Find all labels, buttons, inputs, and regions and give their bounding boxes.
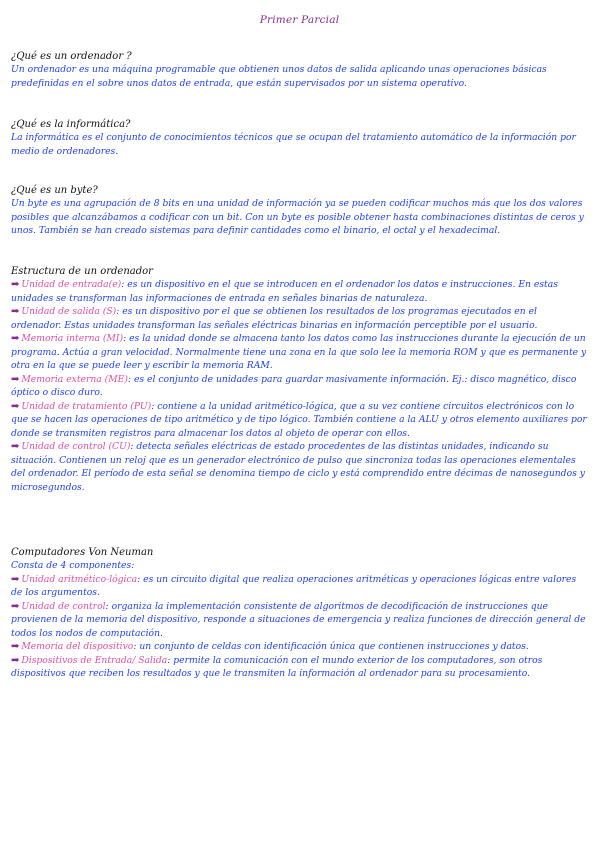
term: Memoria externa (ME) bbox=[21, 373, 128, 385]
arrow-right-icon: ➡ bbox=[11, 306, 20, 317]
term: Memoria del dispositivo bbox=[21, 641, 134, 652]
section-heading: Estructura de un ordenador bbox=[11, 266, 153, 277]
definition: : es la unidad donde se almacena tanto los datos como las instrucciones durante la ejecución de un programa. Actúa a gran velocidad. Normalmente tiene una zona en la que solo lee la memoria ROM y que es permanente y otra en la que se puede leer y escribir la memoria RAM. bbox=[11, 333, 587, 371]
arrow-right-icon: ➡ bbox=[11, 333, 20, 344]
section-heading: ¿Qué es un byte? bbox=[11, 185, 98, 196]
term: Memoria interna (MI) bbox=[21, 333, 124, 344]
section-estructura-ordenador bbox=[11, 265, 589, 494]
section-von-neuman bbox=[11, 546, 589, 681]
term: Unidad de control bbox=[21, 600, 106, 612]
definition: : detecta señales eléctricas de estado procedentes de las distintas unidades, indicando su situación. Contienen un reloj que es un generador electrónico de pulso que sincroniza todas las operaciones elementales del ordenador. El período de esta señal se denomina tiempo de ciclo y está comprendido entre décimas de nanosegundos y microsegundos. bbox=[11, 441, 585, 493]
term: Dispositivos de Entrada/ Salida bbox=[21, 654, 168, 666]
list-item bbox=[11, 600, 589, 641]
arrow-right-icon: ➡ bbox=[11, 573, 20, 585]
definition: : contiene a la unidad aritmético-lógica, que a su vez contiene circuitos electrónicos con lo que se hacen las operaciones de tipo aritmético y de tipo lógico. También contiene a la ALU y otros elemento auxiliares por donde se transmiten registros para almacenar los datos al objeto de operar con ellos. bbox=[11, 400, 587, 439]
list-item bbox=[11, 305, 589, 332]
term: Unidad aritmético-lógica bbox=[21, 573, 138, 585]
arrow-right-icon: ➡ bbox=[11, 600, 20, 612]
arrow-right-icon: ➡ bbox=[11, 641, 20, 652]
list-item bbox=[11, 278, 589, 305]
term: Unidad de tratamiento (PU) bbox=[21, 400, 152, 412]
section-que-es-byte bbox=[11, 184, 589, 238]
page-title: Primer Parcial bbox=[259, 14, 340, 26]
list-item bbox=[11, 654, 589, 681]
list-item bbox=[11, 573, 589, 600]
definition: : es un dispositivo por el que se obtienen los resultados de los programas ejecutados en el ordenador. Estas unidades transforman las señales eléctricas binarias en información perceptible por el usuario. bbox=[11, 306, 538, 331]
arrow-right-icon: ➡ bbox=[11, 400, 20, 412]
term: Unidad de control (CU) bbox=[21, 441, 131, 452]
list-item bbox=[11, 640, 589, 654]
section-heading: ¿Qué es un ordenador ? bbox=[11, 51, 132, 62]
section-que-es-ordenador bbox=[11, 50, 589, 90]
section-text: Un byte es una agrupación de 8 bits en una unidad de información ya se pueden codificar muchos más que los dos valores posibles que alcanzábamos a codificar con un bit. Con un byte es posible obtener hasta combinaciones distintas de ceros y unos. También se han creado sistemas para definir cantidades como el binario, el octal y el hexadecimal. bbox=[11, 198, 584, 236]
section-heading: ¿Qué es la informática? bbox=[11, 119, 131, 130]
arrow-right-icon: ➡ bbox=[11, 373, 20, 385]
section-heading: Computadores Von Neuman bbox=[11, 547, 154, 558]
definition: : permite la comunicación con el mundo exterior de los computadores, son otros dispositivos que reciben los resultados y que le transmiten la información al ordenador para su procesamiento. bbox=[11, 654, 543, 679]
list-item bbox=[11, 440, 589, 494]
section-que-es-informatica bbox=[11, 118, 589, 158]
term: Unidad de salida (S) bbox=[21, 306, 117, 317]
list-item bbox=[11, 332, 589, 373]
list-item bbox=[11, 373, 589, 400]
section-text: Un ordenador es una máquina programable que obtienen unos datos de salida aplicando unas operaciones básicas predefinidas en el sobre unos datos de entrada, que están supervisados por un sistema operativo. bbox=[11, 64, 547, 89]
definition: : es el conjunto de unidades para guardar masivamente información. Ej.: disco magnético, disco óptico o disco duro. bbox=[11, 373, 577, 398]
term: Unidad de entrada(e) bbox=[21, 279, 122, 290]
definition: : es un dispositivo en el que se introducen en el ordenador los datos e instrucciones. En estas unidades se transforman las informaciones de entrada en señales binarias de naturaleza. bbox=[11, 279, 558, 304]
arrow-right-icon: ➡ bbox=[11, 279, 20, 290]
arrow-right-icon: ➡ bbox=[11, 441, 20, 452]
section-intro: Consta de 4 componentes: bbox=[11, 560, 135, 571]
definition: : es un circuito digital que realiza operaciones aritméticas y operaciones lógicas entre valores de los argumentos. bbox=[11, 573, 577, 598]
section-text: La informática es el conjunto de conocimientos técnicos que se ocupan del tratamiento automático de la información por medio de ordenadores. bbox=[11, 132, 576, 157]
list-item bbox=[11, 400, 589, 441]
arrow-right-icon: ➡ bbox=[11, 654, 20, 666]
definition: : organiza la implementación consistente de algoritmos de decodificación de instrucciones que provienen de la memoria del dispositivo, responde a situaciones de emergencia y realiza funciones de dirección general de todos los nodos de computación. bbox=[11, 600, 586, 639]
definition: : un conjunto de celdas con identificación única que contienen instrucciones y datos. bbox=[133, 641, 529, 652]
